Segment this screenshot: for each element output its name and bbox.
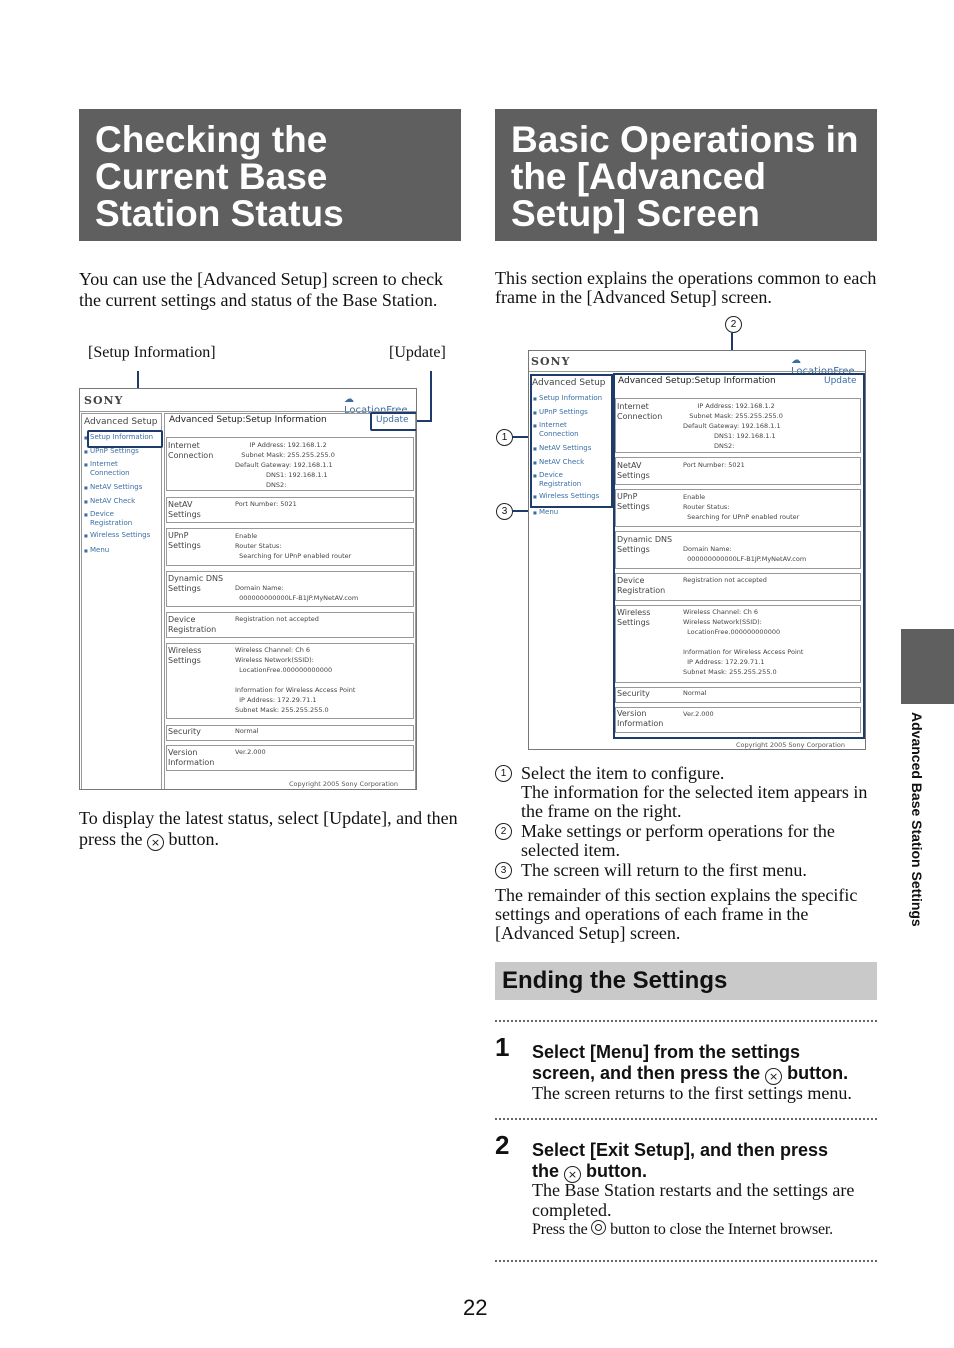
update-button[interactable]: Update	[376, 415, 409, 425]
list-text	[521, 861, 881, 880]
left-section-title	[79, 109, 461, 241]
main-frame-title: Advanced Setup:Setup Information	[169, 415, 327, 425]
step-title	[532, 1140, 882, 1183]
section-value: Enable Router Status: Searching for UPnP enabled router	[683, 493, 800, 521]
section-security	[615, 687, 861, 703]
section-label: Security	[617, 689, 650, 698]
section-label: Version Information	[617, 709, 664, 728]
highlight-setup-information	[87, 430, 163, 448]
menu-item-netav-settings[interactable]: ■ NetAV Settings	[90, 483, 142, 492]
right-title-line: the [Advanced	[511, 156, 766, 197]
section-label: Dynamic DNS Settings	[168, 574, 224, 593]
menu-item-netav-check[interactable]: ■ NetAV Check	[539, 458, 584, 467]
step-title-line: Select [Menu] from the settings	[532, 1042, 801, 1062]
section-value: Wireless Channel: Ch 6 Wireless Network(SSID): LocationFree.000000000000 Information for Wireless Access Point IP Address: 172.29.71.1 Subnet Mask: 255.255.255.0	[683, 608, 804, 676]
step-note-text: Press the	[532, 1221, 588, 1238]
sony-logo: SONY	[84, 394, 124, 407]
update-button[interactable]: Update	[824, 376, 857, 386]
section-label: Version Information	[168, 748, 215, 767]
menu-item-device-registration[interactable]: ■ Device Registration	[90, 510, 136, 528]
menu-item-upnp-settings[interactable]: ■ UPnP Settings	[90, 447, 139, 456]
section-value: Ver.2.000	[235, 748, 266, 756]
list-marker: 1	[495, 765, 512, 782]
menu-item-menu[interactable]: ■ Menu	[90, 546, 109, 555]
list-text-line: The information for the selected item appears in the frame on the right.	[521, 782, 868, 821]
locationfree-label: LocationFree	[344, 405, 408, 416]
locationfree-icon: ☁	[791, 355, 801, 366]
section-value: Port Number: 5021	[235, 500, 297, 508]
subsection-title: Ending the Settings	[495, 962, 877, 1000]
main-frame-title: Advanced Setup:Setup Information	[618, 376, 776, 386]
section-value: Domain Name: 000000000000LF-B1JP.MyNetAV.com	[235, 584, 359, 602]
enter-button-icon: ×	[564, 1166, 581, 1183]
callout-line	[430, 371, 432, 421]
chapter-tab-label: Advanced Base Station Settings	[909, 712, 925, 927]
step-title-text: screen, and then press the	[532, 1063, 761, 1083]
left-outro	[79, 808, 461, 851]
marker-2: 2	[725, 316, 742, 333]
section-label: NetAV Settings	[617, 461, 650, 480]
step-title-line: Select [Exit Setup], and then press	[532, 1140, 829, 1160]
step-body: The Base Station restarts and the settings are completed.	[532, 1180, 855, 1220]
right-intro: This section explains the operations common to each frame in the [Advanced Setup] screen.	[495, 268, 877, 307]
section-value: Wireless Channel: Ch 6 Wireless Network(SSID): LocationFree.000000000000 Information for Wireless Access Point IP Address: 172.29.71.1 Subnet Mask: 255.255.255.0	[235, 646, 356, 714]
menu-item-wireless-settings[interactable]: ■ Wireless Settings	[539, 492, 599, 501]
section-value: IP Address: 192.168.1.2 Subnet Mask: 255.255.255.0 Default Gateway: 192.168.1.1 DNS1: 192.168.1.1 DNS2:	[683, 402, 783, 450]
section-value: Ver.2.000	[683, 710, 714, 718]
section-label: Wireless Settings	[617, 608, 651, 627]
menu-item-setup-information[interactable]: ■ Setup Information	[90, 433, 153, 442]
list-text	[521, 764, 881, 821]
right-remainder: The remainder of this section explains the specific settings and operations of each frame in the [Advanced Setup] screen.	[495, 885, 858, 943]
header-divider	[529, 371, 865, 372]
dotted-divider	[495, 1020, 877, 1022]
section-value: IP Address: 192.168.1.2 Subnet Mask: 255.255.255.0 Default Gateway: 192.168.1.1 DNS1: 192.168.1.1 DNS2:	[235, 441, 335, 489]
enter-button-icon: ×	[147, 834, 164, 851]
step-number: 1	[495, 1032, 510, 1062]
section-value: Normal	[683, 689, 707, 697]
section-label: Wireless Settings	[168, 646, 202, 665]
page-number: 22	[463, 1295, 488, 1320]
section-security	[166, 725, 414, 741]
section-value: Normal	[235, 727, 259, 735]
menu-item-menu[interactable]: ■ Menu	[539, 508, 558, 517]
advanced-setup-screenshot-right	[528, 350, 866, 750]
enter-button-icon: ×	[765, 1068, 782, 1085]
list-marker: 2	[495, 823, 512, 840]
left-title-line: Station Status	[95, 193, 344, 234]
section-value: Registration not accepted	[235, 615, 319, 623]
section-label: Internet Connection	[617, 402, 663, 421]
marker-1: 1	[496, 429, 513, 446]
list-text	[521, 822, 881, 860]
menu-title: Advanced Setup	[532, 378, 606, 388]
step-body: The screen returns to the first settings menu.	[532, 1083, 852, 1103]
left-title-line: Checking the	[95, 119, 328, 160]
highlight-update	[370, 412, 417, 431]
menu-item-internet-connection[interactable]: ■ Internet Connection	[539, 421, 587, 439]
dotted-divider	[495, 1118, 877, 1120]
callout-update: [Update]	[389, 344, 446, 361]
section-label: Device Registration	[617, 576, 666, 595]
sony-logo: SONY	[531, 355, 571, 368]
list-text-line: Make settings or perform operations for the selected item.	[521, 821, 835, 860]
step-number: 2	[495, 1130, 510, 1160]
menu-item-internet-connection[interactable]: ■ Internet Connection	[90, 460, 138, 478]
section-label: Security	[168, 727, 201, 736]
section-label: UPnP Settings	[168, 531, 201, 550]
menu-item-setup-information[interactable]: ■ Setup Information	[539, 394, 602, 403]
list-marker: 3	[495, 862, 512, 879]
list-text-line: The screen will return to the first menu.	[521, 860, 807, 880]
list-text-line: Select the item to configure.	[521, 763, 725, 783]
home-button-icon	[591, 1220, 606, 1235]
section-label: NetAV Settings	[168, 500, 201, 519]
marker-3: 3	[496, 503, 513, 520]
step-title-text: button.	[586, 1161, 648, 1181]
right-title-line: Setup] Screen	[511, 193, 760, 234]
copyright: Copyright 2005 Sony Corporation	[289, 780, 398, 788]
menu-item-netav-settings[interactable]: ■ NetAV Settings	[539, 444, 591, 453]
left-outro-text-end: button.	[168, 829, 219, 849]
chapter-tab	[901, 629, 954, 704]
section-label: Dynamic DNS Settings	[617, 535, 673, 554]
section-value: Domain Name: 000000000000LF-B1JP.MyNetAV.com	[683, 545, 807, 563]
menu-item-device-registration[interactable]: ■ Device Registration	[539, 471, 585, 489]
step-title-line	[532, 1063, 882, 1085]
menu-item-wireless-settings[interactable]: ■ Wireless Settings	[90, 531, 150, 540]
menu-item-netav-check[interactable]: ■ NetAV Check	[90, 497, 135, 506]
section-value: Registration not accepted	[683, 576, 767, 584]
copyright: Copyright 2005 Sony Corporation	[736, 741, 845, 749]
section-value: Port Number: 5021	[683, 461, 745, 469]
section-label: Internet Connection	[168, 441, 214, 460]
step-title	[532, 1042, 882, 1085]
step-note	[532, 1220, 833, 1239]
section-value: Enable Router Status: Searching for UPnP enabled router	[235, 532, 352, 560]
menu-item-upnp-settings[interactable]: ■ UPnP Settings	[539, 408, 588, 417]
left-title-line: Current Base	[95, 156, 328, 197]
left-intro: You can use the [Advanced Setup] screen to check the current settings and status of the Base Station.	[79, 269, 444, 310]
step-note-text-end: button to close the Internet browser.	[610, 1221, 833, 1238]
left-outro-text: To display the latest status, select [Update], and then press the	[79, 808, 458, 849]
advanced-setup-screenshot-left	[79, 388, 417, 790]
step-title-text: button.	[787, 1063, 849, 1083]
locationfree-icon: ☁	[344, 394, 354, 405]
step-title-text: the	[532, 1161, 559, 1181]
right-title-line: Basic Operations in	[511, 119, 859, 160]
dotted-divider	[495, 1260, 877, 1262]
callout-setup-information: [Setup Information]	[88, 344, 216, 361]
locationfree-label: LocationFree	[791, 366, 855, 377]
header-divider	[80, 411, 416, 412]
menu-title: Advanced Setup	[84, 417, 158, 427]
section-label: UPnP Settings	[617, 492, 650, 511]
right-section-title	[495, 109, 877, 241]
section-label: Device Registration	[168, 615, 217, 634]
